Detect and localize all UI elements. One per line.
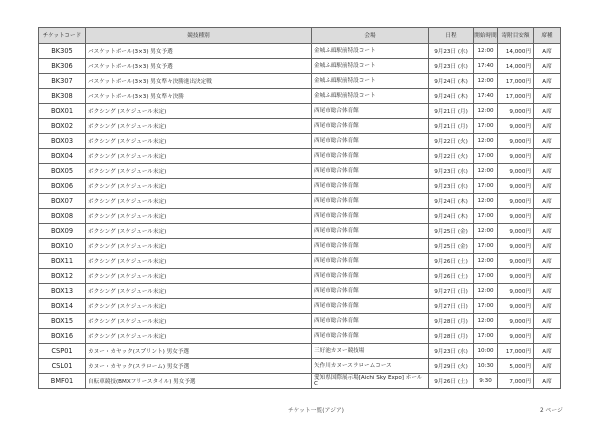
cell-price: 9,000円 (498, 254, 534, 269)
cell-code: BOX06 (39, 179, 86, 194)
cell-date: 9月22日 (火) (429, 149, 474, 164)
cell-time: 10:00 (474, 344, 498, 359)
cell-time: 12:00 (474, 104, 498, 119)
cell-event: バスケットボール(3×3) 男女予選 (86, 44, 312, 59)
cell-seat: A席 (534, 284, 561, 299)
cell-time: 12:00 (474, 134, 498, 149)
header-code: チケットコード (39, 28, 86, 44)
cell-code: BOX09 (39, 224, 86, 239)
table-row (39, 134, 561, 149)
cell-date: 9月23日 (水) (429, 164, 474, 179)
cell-time: 17:00 (474, 149, 498, 164)
cell-date: 9月28日 (月) (429, 314, 474, 329)
cell-time: 17:40 (474, 89, 498, 104)
cell-venue: 西尾市総合体育館 (312, 104, 429, 119)
cell-date: 9月24日 (木) (429, 194, 474, 209)
cell-code: BOX16 (39, 329, 86, 344)
table-row (39, 299, 561, 314)
cell-time: 12:00 (474, 74, 498, 89)
cell-price: 17,000円 (498, 344, 534, 359)
cell-event: ボクシング (スケジュール未定) (86, 254, 312, 269)
table-row (39, 164, 561, 179)
cell-venue: 金城ふ頭駅前特設コート (312, 44, 429, 59)
table-row (39, 194, 561, 209)
table-row (39, 104, 561, 119)
cell-code: BOX07 (39, 194, 86, 209)
table-row (39, 269, 561, 284)
cell-code: BK308 (39, 89, 86, 104)
cell-event: ボクシング (スケジュール未定) (86, 269, 312, 284)
cell-venue: 金城ふ頭駅前特設コート (312, 74, 429, 89)
cell-time: 17:00 (474, 239, 498, 254)
cell-code: CSL01 (39, 359, 86, 374)
table-row (39, 89, 561, 104)
cell-time: 12:00 (474, 224, 498, 239)
cell-code: BOX15 (39, 314, 86, 329)
cell-event: 自転車競技(BMXフリースタイル) 男女予選 (86, 374, 312, 389)
cell-venue: 西尾市総合体育館 (312, 239, 429, 254)
cell-seat: A席 (534, 269, 561, 284)
cell-seat: A席 (534, 104, 561, 119)
cell-code: BOX13 (39, 284, 86, 299)
cell-price: 14,000円 (498, 44, 534, 59)
cell-event: ボクシング (スケジュール未定) (86, 224, 312, 239)
table-row (39, 224, 561, 239)
cell-venue: 西尾市総合体育館 (312, 209, 429, 224)
cell-venue: 西尾市総合体育館 (312, 284, 429, 299)
ticket-table (38, 27, 561, 389)
cell-seat: A席 (534, 224, 561, 239)
cell-venue: 愛知県国際展示場[Aichi Sky Expo] ホールC (312, 374, 429, 389)
table-header-row (39, 28, 561, 44)
cell-event: カヌー・カヤック(スプリント) 男女予選 (86, 344, 312, 359)
header-event: 競技種別 (86, 28, 312, 44)
cell-event: バスケットボール(3×3) 男女予選 (86, 59, 312, 74)
cell-venue: 西尾市総合体育館 (312, 149, 429, 164)
cell-date: 9月25日 (金) (429, 224, 474, 239)
cell-seat: A席 (534, 164, 561, 179)
cell-price: 9,000円 (498, 329, 534, 344)
cell-time: 12:00 (474, 164, 498, 179)
cell-code: BOX12 (39, 269, 86, 284)
table-row (39, 254, 561, 269)
cell-code: BOX14 (39, 299, 86, 314)
cell-seat: A席 (534, 254, 561, 269)
table-row (39, 179, 561, 194)
cell-venue: 西尾市総合体育館 (312, 299, 429, 314)
cell-event: カヌー・カヤック(スラローム) 男女予選 (86, 359, 312, 374)
cell-time: 17:00 (474, 329, 498, 344)
cell-event: ボクシング (スケジュール未定) (86, 134, 312, 149)
cell-venue: 西尾市総合体育館 (312, 194, 429, 209)
cell-price: 5,000円 (498, 359, 534, 374)
cell-event: ボクシング (スケジュール未定) (86, 299, 312, 314)
cell-price: 9,000円 (498, 299, 534, 314)
cell-venue: 西尾市総合体育館 (312, 254, 429, 269)
cell-venue: 金城ふ頭駅前特設コート (312, 89, 429, 104)
cell-seat: A席 (534, 59, 561, 74)
cell-price: 9,000円 (498, 149, 534, 164)
cell-date: 9月28日 (月) (429, 329, 474, 344)
cell-event: ボクシング (スケジュール未定) (86, 209, 312, 224)
cell-event: ボクシング (スケジュール未定) (86, 314, 312, 329)
cell-price: 9,000円 (498, 194, 534, 209)
cell-code: BOX08 (39, 209, 86, 224)
cell-date: 9月23日 (水) (429, 44, 474, 59)
table-row (39, 44, 561, 59)
cell-event: ボクシング (スケジュール未定) (86, 179, 312, 194)
cell-price: 9,000円 (498, 269, 534, 284)
cell-price: 9,000円 (498, 209, 534, 224)
cell-event: バスケットボール(3×3) 男女準々決勝 (86, 89, 312, 104)
header-date: 日程 (429, 28, 474, 44)
cell-time: 12:00 (474, 254, 498, 269)
cell-code: BOX10 (39, 239, 86, 254)
cell-seat: A席 (534, 299, 561, 314)
cell-seat: A席 (534, 344, 561, 359)
cell-date: 9月27日 (日) (429, 284, 474, 299)
cell-seat: A席 (534, 209, 561, 224)
cell-event: ボクシング (スケジュール未定) (86, 284, 312, 299)
cell-date: 9月24日 (木) (429, 74, 474, 89)
cell-seat: A席 (534, 374, 561, 389)
cell-code: BOX02 (39, 119, 86, 134)
cell-price: 9,000円 (498, 164, 534, 179)
cell-time: 12:00 (474, 314, 498, 329)
cell-seat: A席 (534, 239, 561, 254)
cell-venue: 三好池カヌー競技場 (312, 344, 429, 359)
cell-time: 17:40 (474, 59, 498, 74)
cell-code: BK305 (39, 44, 86, 59)
cell-event: ボクシング (スケジュール未定) (86, 239, 312, 254)
cell-price: 9,000円 (498, 134, 534, 149)
table-row (39, 359, 561, 374)
cell-date: 9月26日 (土) (429, 374, 474, 389)
cell-code: BMF01 (39, 374, 86, 389)
cell-code: BOX04 (39, 149, 86, 164)
cell-venue: 矢作川カヌースラロームコース (312, 359, 429, 374)
cell-event: ボクシング (スケジュール未定) (86, 119, 312, 134)
header-price: 寄附目安額 (498, 28, 534, 44)
cell-price: 17,000円 (498, 89, 534, 104)
table-row (39, 344, 561, 359)
cell-date: 9月21日 (月) (429, 104, 474, 119)
cell-date: 9月23日 (水) (429, 344, 474, 359)
header-time: 開始時間 (474, 28, 498, 44)
cell-time: 12:00 (474, 44, 498, 59)
cell-time: 17:00 (474, 119, 498, 134)
cell-seat: A席 (534, 179, 561, 194)
cell-event: ボクシング (スケジュール未定) (86, 329, 312, 344)
cell-seat: A席 (534, 329, 561, 344)
cell-seat: A席 (534, 134, 561, 149)
cell-event: ボクシング (スケジュール未定) (86, 149, 312, 164)
cell-date: 9月23日 (水) (429, 179, 474, 194)
cell-time: 17:00 (474, 299, 498, 314)
cell-price: 9,000円 (498, 179, 534, 194)
cell-code: BK307 (39, 74, 86, 89)
cell-time: 10:30 (474, 359, 498, 374)
cell-date: 9月24日 (木) (429, 89, 474, 104)
cell-event: ボクシング (スケジュール未定) (86, 104, 312, 119)
table-row (39, 239, 561, 254)
cell-venue: 西尾市総合体育館 (312, 164, 429, 179)
cell-date: 9月29日 (火) (429, 359, 474, 374)
cell-time: 9:30 (474, 374, 498, 389)
cell-code: BOX05 (39, 164, 86, 179)
cell-seat: A席 (534, 44, 561, 59)
cell-price: 9,000円 (498, 314, 534, 329)
cell-time: 12:00 (474, 284, 498, 299)
table-row (39, 74, 561, 89)
footer-title: チケット一覧(アジア) (288, 408, 344, 414)
table-row (39, 284, 561, 299)
cell-price: 17,000円 (498, 74, 534, 89)
cell-venue: 西尾市総合体育館 (312, 134, 429, 149)
cell-date: 9月22日 (火) (429, 134, 474, 149)
cell-venue: 西尾市総合体育館 (312, 179, 429, 194)
cell-price: 7,000円 (498, 374, 534, 389)
cell-event: バスケットボール(3×3) 男女準々決勝進出決定戦 (86, 74, 312, 89)
table-row (39, 329, 561, 344)
cell-venue: 西尾市総合体育館 (312, 329, 429, 344)
cell-code: BOX03 (39, 134, 86, 149)
cell-date: 9月27日 (日) (429, 299, 474, 314)
cell-venue: 金城ふ頭駅前特設コート (312, 59, 429, 74)
cell-event: ボクシング (スケジュール未定) (86, 194, 312, 209)
cell-price: 14,000円 (498, 59, 534, 74)
header-seat: 席種 (534, 28, 561, 44)
cell-venue: 西尾市総合体育館 (312, 269, 429, 284)
table-row (39, 149, 561, 164)
cell-venue: 西尾市総合体育館 (312, 314, 429, 329)
cell-time: 12:00 (474, 194, 498, 209)
cell-price: 9,000円 (498, 239, 534, 254)
cell-event: ボクシング (スケジュール未定) (86, 164, 312, 179)
cell-date: 9月26日 (土) (429, 269, 474, 284)
header-venue: 会場 (312, 28, 429, 44)
cell-venue: 西尾市総合体育館 (312, 224, 429, 239)
cell-price: 9,000円 (498, 284, 534, 299)
cell-seat: A席 (534, 314, 561, 329)
cell-seat: A席 (534, 194, 561, 209)
cell-date: 9月23日 (水) (429, 59, 474, 74)
cell-seat: A席 (534, 149, 561, 164)
cell-date: 9月26日 (土) (429, 254, 474, 269)
cell-time: 17:00 (474, 209, 498, 224)
table-row (39, 59, 561, 74)
cell-code: CSP01 (39, 344, 86, 359)
cell-code: BOX01 (39, 104, 86, 119)
cell-seat: A席 (534, 89, 561, 104)
cell-time: 17:00 (474, 179, 498, 194)
cell-time: 17:00 (474, 269, 498, 284)
cell-seat: A席 (534, 359, 561, 374)
cell-seat: A席 (534, 74, 561, 89)
cell-price: 9,000円 (498, 224, 534, 239)
cell-date: 9月25日 (金) (429, 239, 474, 254)
cell-venue: 西尾市総合体育館 (312, 119, 429, 134)
table-row (39, 119, 561, 134)
table-row (39, 374, 561, 389)
cell-price: 9,000円 (498, 119, 534, 134)
page-number: 2 ページ (540, 408, 563, 414)
cell-date: 9月24日 (木) (429, 209, 474, 224)
cell-seat: A席 (534, 119, 561, 134)
cell-code: BK306 (39, 59, 86, 74)
cell-price: 9,000円 (498, 104, 534, 119)
table-row (39, 209, 561, 224)
cell-date: 9月21日 (月) (429, 119, 474, 134)
cell-code: BOX11 (39, 254, 86, 269)
table-row (39, 314, 561, 329)
